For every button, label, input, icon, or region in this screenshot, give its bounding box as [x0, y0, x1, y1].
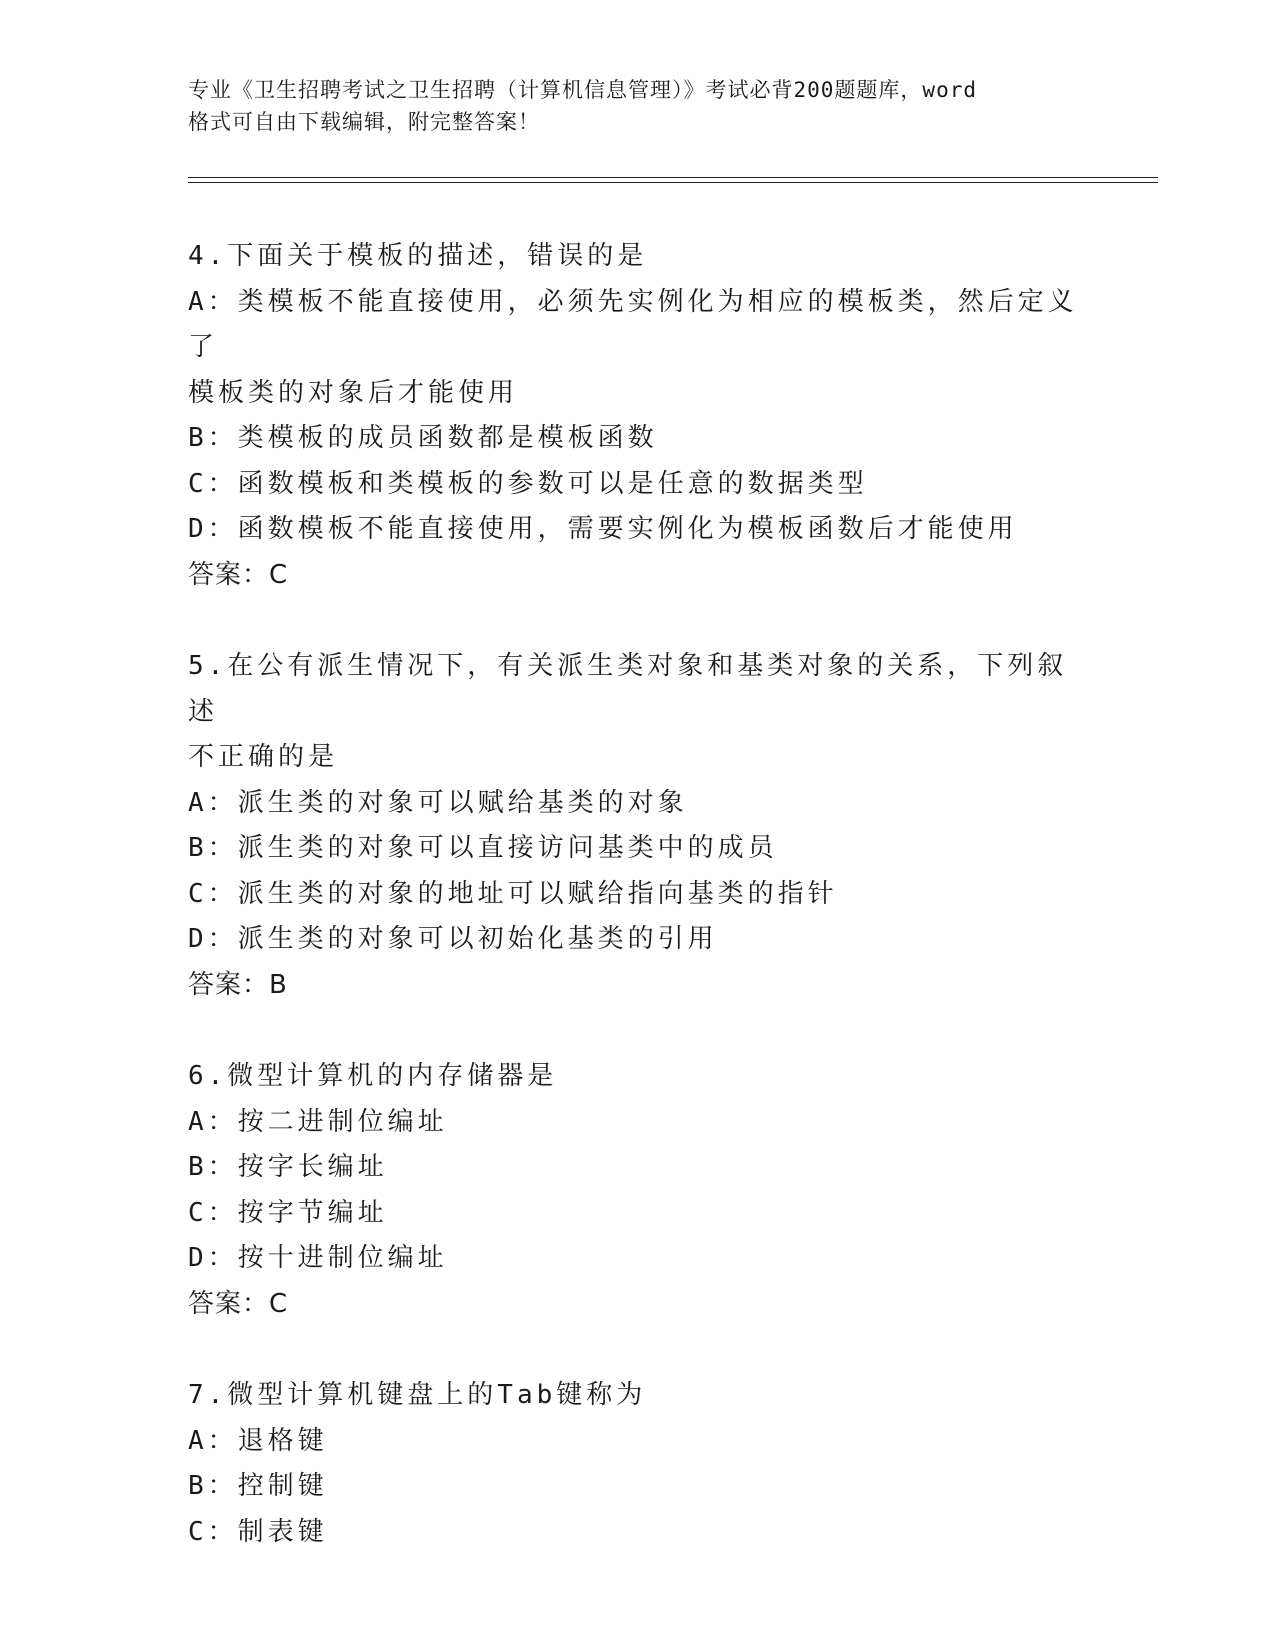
option-b: B：控制键 — [188, 1471, 328, 1501]
option-b: B：类模板的成员函数都是模板函数 — [188, 423, 658, 453]
option-a: A：按二进制位编址 — [188, 1106, 448, 1137]
question-stem-continued: 不正确的是 — [188, 742, 339, 772]
header-divider-bottom — [188, 182, 1158, 183]
option-a: A：派生类的对象可以赋给基类的对象 — [188, 787, 688, 818]
option-a: A：类模板不能直接使用，必须先实例化为相应的模板类，然后定义了 — [188, 286, 1078, 362]
question-list — [188, 234, 1088, 1601]
answer: 答案：B — [188, 969, 288, 1000]
option-d: D：函数模板不能直接使用，需要实例化为模板函数后才能使用 — [188, 514, 1018, 544]
option-a: A：退格键 — [188, 1425, 328, 1456]
option-b: B：按字长编址 — [188, 1152, 388, 1182]
question-5 — [188, 644, 1088, 1008]
question-4 — [188, 234, 1088, 598]
question-6 — [188, 1054, 1088, 1327]
document-header — [188, 74, 1088, 138]
option-c: C：按字节编址 — [188, 1197, 388, 1228]
header-divider-top — [188, 177, 1158, 178]
question-stem: 7.微型计算机键盘上的Tab键称为 — [188, 1380, 647, 1410]
option-c: C：制表键 — [188, 1516, 328, 1547]
question-stem: 6.微型计算机的内存储器是 — [188, 1061, 558, 1091]
option-c: C：派生类的对象的地址可以赋给指向基类的指针 — [188, 878, 838, 909]
option-c: C：函数模板和类模板的参数可以是任意的数据类型 — [188, 468, 868, 499]
header-line-1: 专业《卫生招聘考试之卫生招聘（计算机信息管理）》考试必背200题题库，word — [188, 78, 977, 102]
answer: 答案：C — [188, 1288, 289, 1319]
option-d: D：按十进制位编址 — [188, 1243, 448, 1273]
question-7 — [188, 1373, 1088, 1555]
option-d: D：派生类的对象可以初始化基类的引用 — [188, 924, 718, 954]
answer: 答案：C — [188, 559, 289, 590]
question-stem: 5.在公有派生情况下，有关派生类对象和基类对象的关系，下列叙述 — [188, 651, 1068, 727]
option-b: B：派生类的对象可以直接访问基类中的成员 — [188, 833, 778, 863]
question-stem: 4.下面关于模板的描述，错误的是 — [188, 241, 648, 271]
option-a-continued: 模板类的对象后才能使用 — [188, 377, 519, 408]
header-line-2: 格式可自由下载编辑，附完整答案！ — [188, 110, 540, 134]
